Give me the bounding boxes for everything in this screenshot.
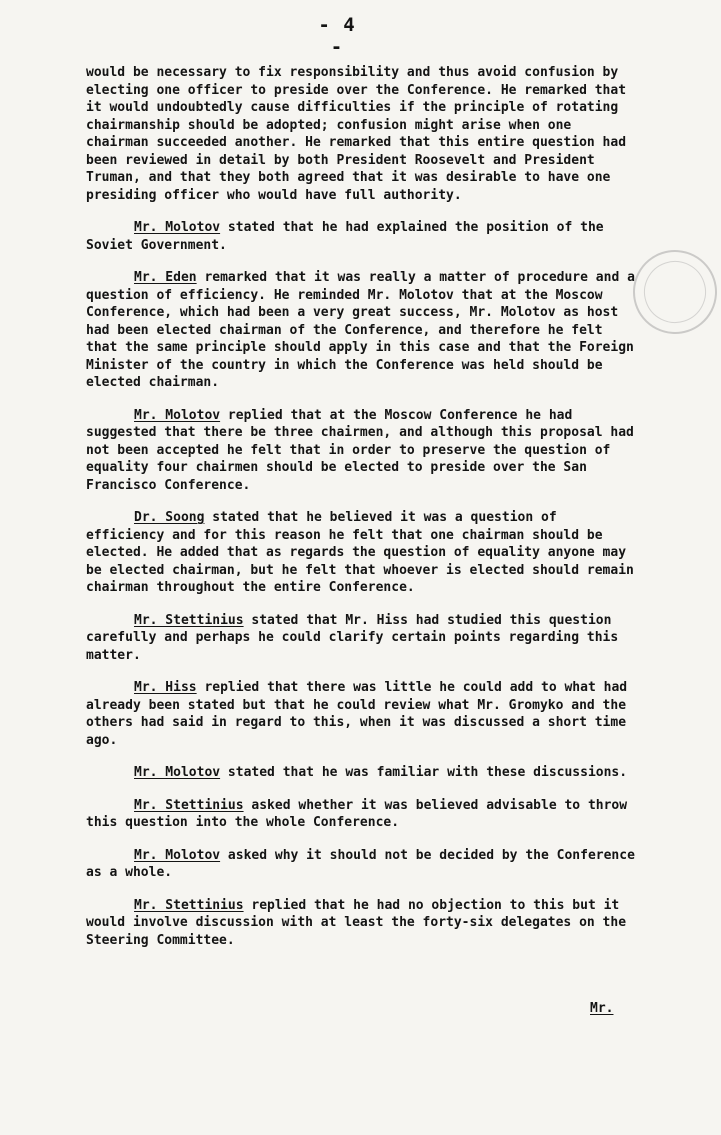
paragraph-stettinius-1 <box>86 612 638 665</box>
paragraph-text: asked whether it was believed advisable to throw this question into the whole Conference. <box>86 797 628 830</box>
paragraph-text: stated that he had explained the position of the Soviet Government. <box>86 220 604 253</box>
paragraph-text: stated that he was familiar with these discussions. <box>220 765 628 780</box>
paragraph-molotov-2 <box>86 407 638 495</box>
paragraph-eden <box>86 269 638 392</box>
speaker-name: Mr. Eden <box>134 270 197 285</box>
speaker-name: Mr. Stettinius <box>134 897 244 913</box>
paragraph-molotov-3 <box>86 764 638 782</box>
paragraph-stettinius-3 <box>86 897 638 950</box>
speaker-name: Mr. Molotov <box>134 407 221 423</box>
paragraph-text: remarked that it was really a matter of procedure and a question of efficiency. He reminded Mr. Molotov that at the Moscow Conference, which had been a very great success, Mr. Molotov as host had been elected chairman of the Conference, and therefore he felt that the same principle should apply in this case and that the Foreign Minister of the country in which the Conference was held should be elected chairman. <box>86 270 635 390</box>
speaker-name: Mr. Molotov <box>134 765 221 780</box>
speaker-name: Mr. Molotov <box>134 847 221 863</box>
speaker-name: Dr. Soong <box>134 510 205 525</box>
catchword: Mr. <box>590 1001 614 1016</box>
paragraph-text: replied that he had no objection to this but it would involve discussion with at least the forty-six delegates on the Steering Committee. <box>86 897 627 948</box>
paragraph-molotov-4 <box>86 847 638 882</box>
paragraph-text: asked why it should not be decided by the Conference as a whole. <box>86 847 635 880</box>
paragraph-continuation <box>86 64 638 204</box>
speaker-name: Mr. Stettinius <box>134 612 244 628</box>
speaker-name: Mr. Stettinius <box>134 797 244 813</box>
speaker-name: Mr. Hiss <box>134 680 197 695</box>
speaker-name: Mr. Molotov <box>134 220 221 235</box>
paragraph-hiss <box>86 679 638 749</box>
archive-stamp-ring <box>636 253 714 331</box>
paragraph-text: stated that he believed it was a question of efficiency and for this reason he felt that one chairman should be elected. He added that as regards the question of equality anyone may be elected chairman, but he felt that whoever is elected should remain chairman throughout the entire Conference. <box>86 510 634 595</box>
paragraph-molotov-1 <box>86 219 638 254</box>
paragraph-text: would be necessary to fix responsibility and thus avoid confusion by electing one officer to preside over the Conference. He remarked that it would undoubtedly cause difficulties if the principle of rotating chairmanship should be adopted; confusion might arise when one chairman succeeded another. He remarked that this entire question had been reviewed in detail by both President Roosevelt and President Truman, and that they both agreed that it was desirable to have one presiding officer who would have full authority. <box>86 65 627 203</box>
paragraph-text: replied that at the Moscow Conference he had suggested that there be three chairmen, and although this proposal had not been accepted he felt that in order to preserve the question of equality four chairmen should be elected to preside over the San Francisco Conference. <box>86 407 634 493</box>
paragraph-soong <box>86 509 638 597</box>
paragraph-text: stated that Mr. Hiss had studied this question carefully and perhaps he could clarify certain points regarding this matter. <box>86 612 619 663</box>
paragraph-stettinius-2 <box>86 797 638 832</box>
paragraph-text: replied that there was little he could add to what had already been stated but that he could review what Mr. Gromyko and the others had said in regard to this, when it was discussed a short time ago. <box>86 680 628 748</box>
document-body <box>86 64 638 964</box>
page-number: - 4 - <box>318 14 356 58</box>
